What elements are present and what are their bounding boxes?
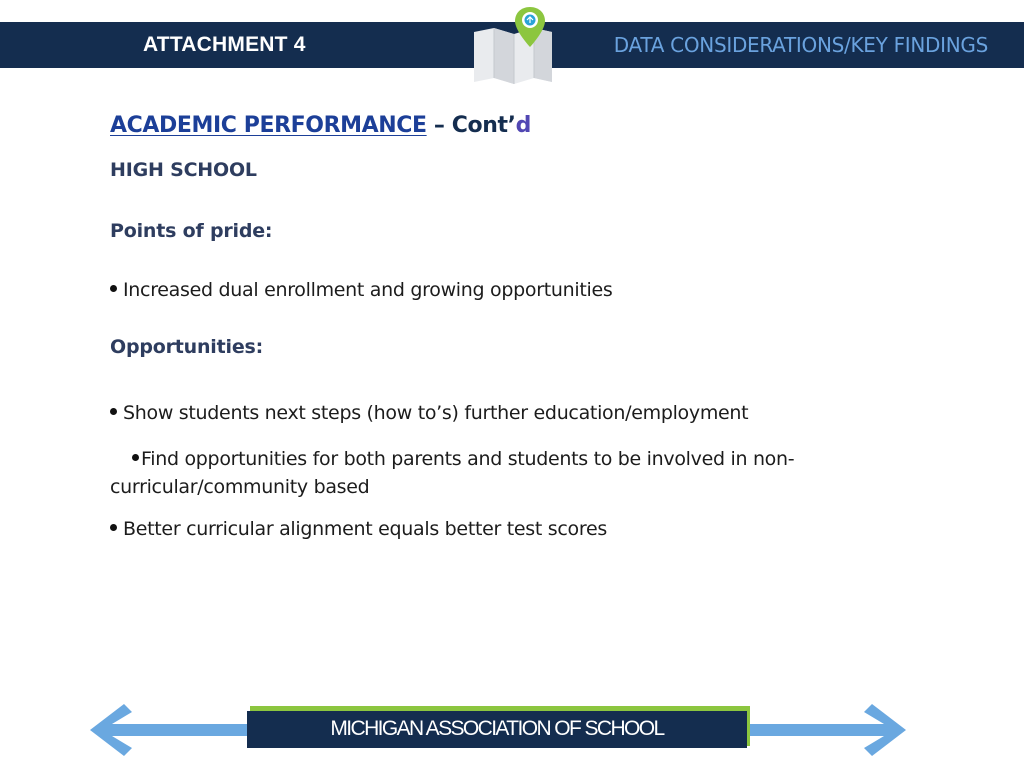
list-item — [110, 518, 607, 540]
footer-organization-label: MICHIGAN ASSOCIATION OF SCHOOL — [330, 717, 664, 740]
header-section-title: DATA CONSIDERATIONS/KEY FINDINGS — [613, 33, 988, 57]
bullet-icon — [110, 285, 117, 292]
title-suffix: – Cont’ — [426, 113, 516, 138]
map-pin-icon — [470, 4, 554, 84]
bullet-icon — [110, 524, 117, 531]
list-item-text: Show students next steps (how to’s) further education/employment — [123, 402, 749, 424]
points-of-pride-heading: Points of pride: — [110, 220, 273, 242]
bullet-icon — [132, 454, 139, 461]
title-suffix-end: d — [515, 113, 531, 138]
list-item-text: Increased dual enrollment and growing opportunities — [123, 279, 613, 301]
bullet-icon — [110, 408, 117, 415]
list-item — [110, 402, 748, 424]
list-item-text: Find opportunities for both parents and students to be involved in non- curricular/community based — [110, 448, 795, 498]
header-attachment-label: ATTACHMENT 4 — [143, 33, 306, 56]
school-level-heading: HIGH SCHOOL — [110, 159, 257, 181]
opportunities-heading: Opportunities: — [110, 336, 264, 358]
list-item — [110, 279, 612, 301]
list-item — [110, 445, 870, 501]
list-item-text: Better curricular alignment equals better test scores — [123, 518, 607, 540]
title-link-text: ACADEMIC PERFORMANCE — [110, 113, 427, 138]
page-title — [110, 113, 531, 138]
